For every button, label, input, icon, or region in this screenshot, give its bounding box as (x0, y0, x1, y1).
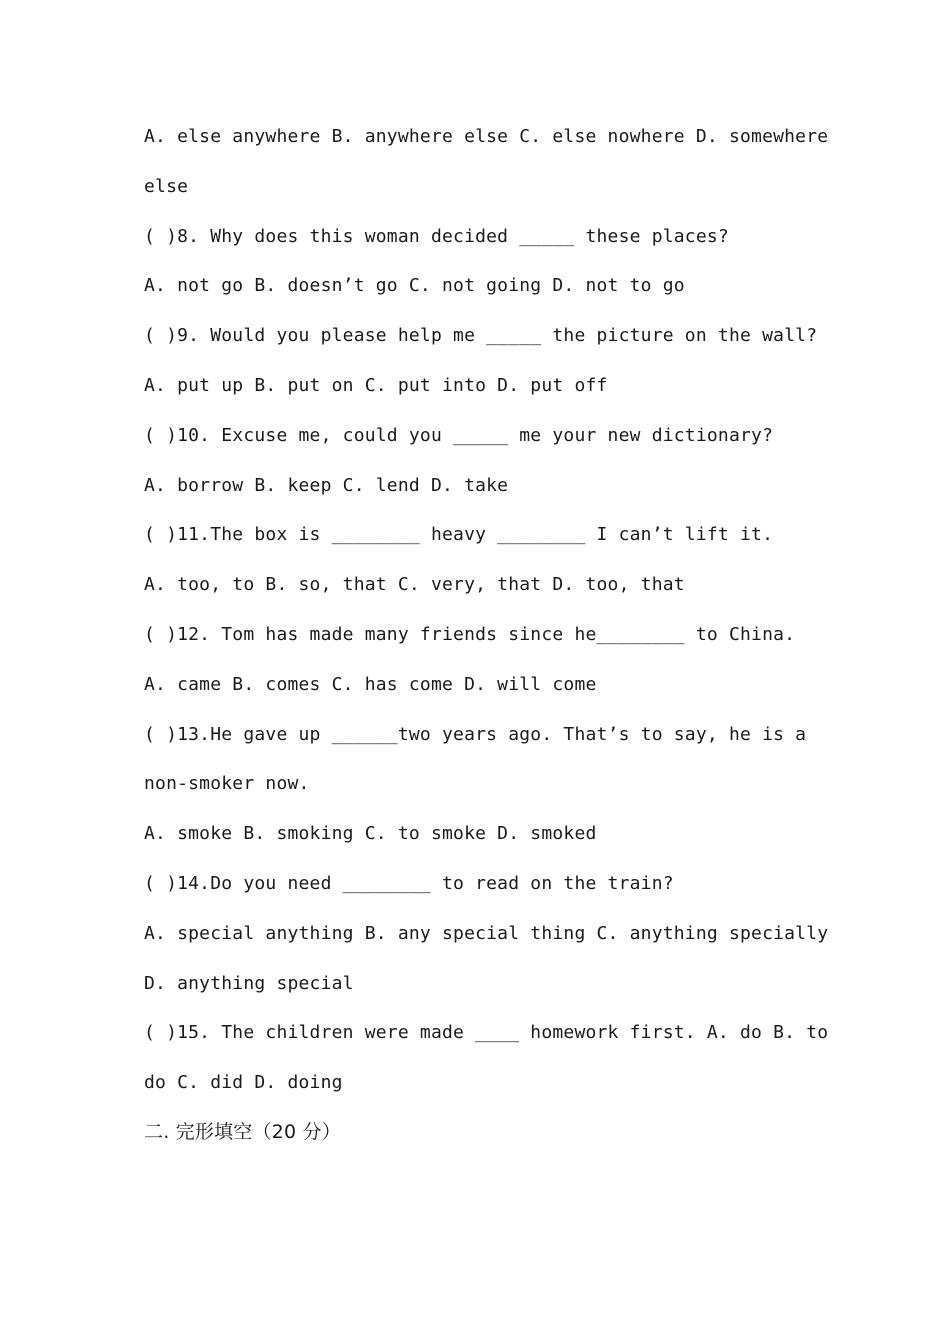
option-line-q7: A. else anywhere B. anywhere else C. else nowhere D. somewhere (144, 126, 829, 147)
question-12: ( )12. Tom has made many friends since he________ to China. (144, 623, 796, 645)
question-15: ( )15. The children were made ____ homework first. A. do B. to (144, 1022, 829, 1044)
options-11: A. too, to B. so, that C. very, that D. too, that (144, 574, 685, 596)
options-14: A. special anything B. any special thing C. anything specially (144, 922, 829, 944)
options-15-cont: do C. did D. doing (144, 1072, 343, 1094)
question-9: ( )9. Would you please help me _____ the picture on the wall? (144, 325, 818, 347)
question-8: ( )8. Why does this woman decided _____ these places? (144, 225, 729, 247)
question-11: ( )11.The box is ________ heavy ________ I can’t lift it. (144, 524, 774, 546)
question-10: ( )10. Excuse me, could you _____ me your new dictionary? (144, 424, 774, 446)
question-13: ( )13.He gave up ______two years ago. That’s to say, he is a (144, 723, 807, 745)
options-9: A. put up B. put on C. put into D. put off (144, 374, 608, 396)
options-13: A. smoke B. smoking C. to smoke D. smoked (144, 823, 597, 845)
section-heading-cloze: 二. 完形填空（20 分） (144, 1120, 341, 1143)
option-line-q7-cont: else (144, 175, 189, 197)
options-14-cont: D. anything special (144, 972, 354, 994)
question-13-cont: non-smoker now. (144, 773, 310, 795)
document-body (144, 112, 829, 1158)
question-14: ( )14.Do you need ________ to read on the train? (144, 872, 674, 894)
options-10: A. borrow B. keep C. lend D. take (144, 474, 509, 496)
options-12: A. came B. comes C. has come D. will come (144, 673, 597, 695)
options-8: A. not go B. doesn’t go C. not going D. not to go (144, 275, 685, 297)
